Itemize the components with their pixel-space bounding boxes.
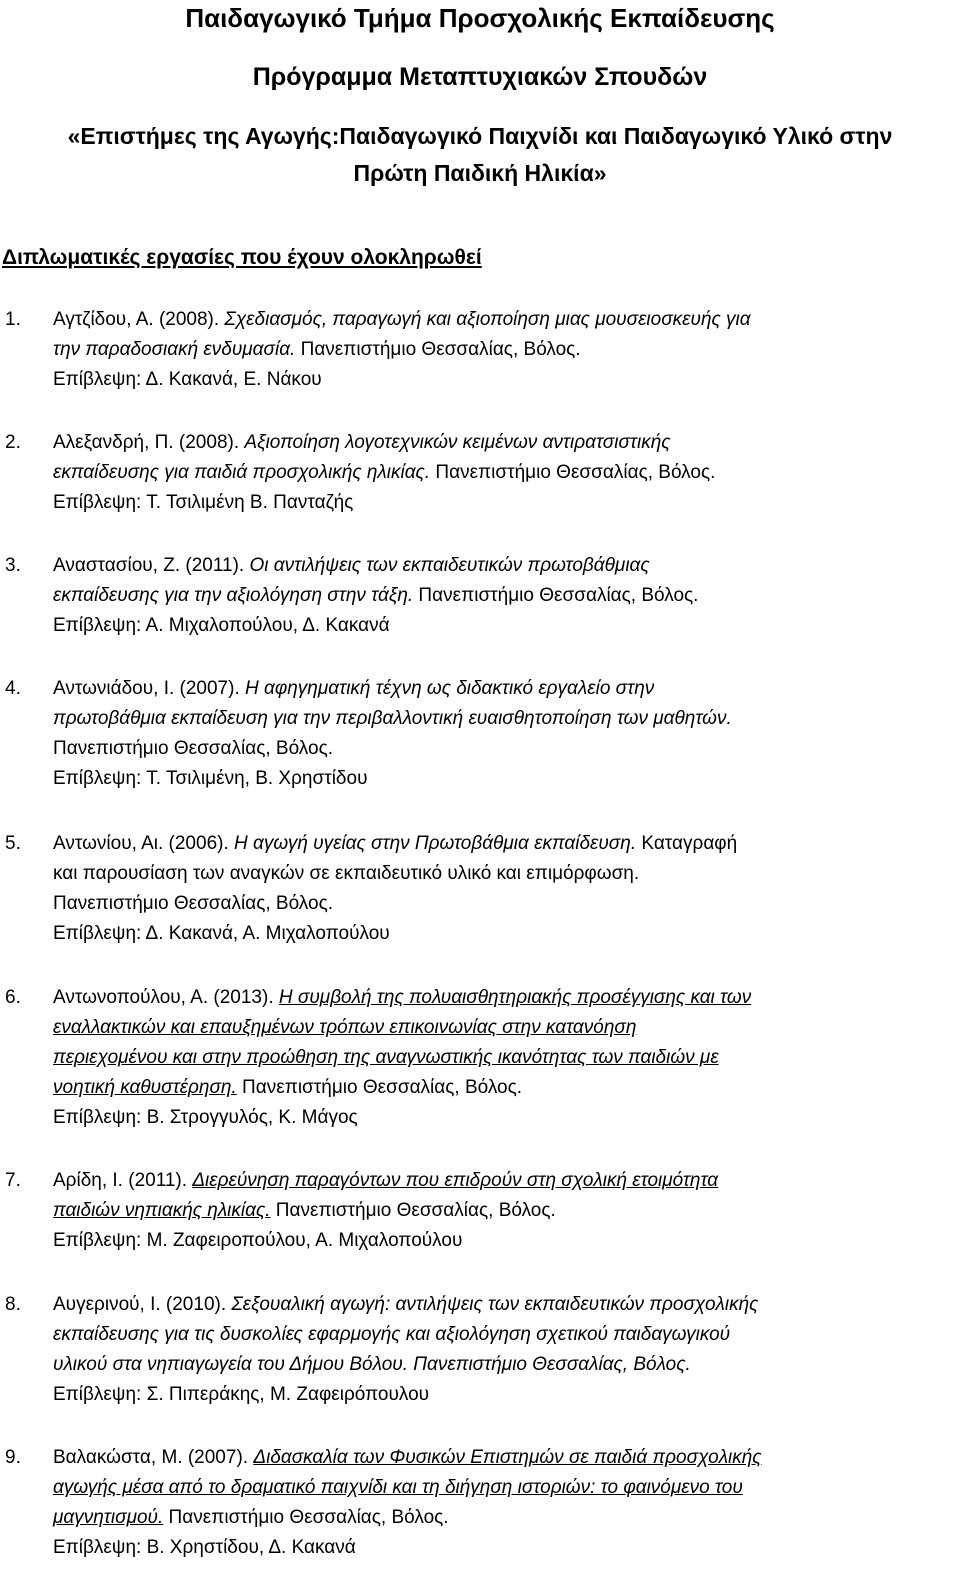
- thesis-body: [53, 829, 737, 949]
- thesis-supervision: Επίβλεψη: Δ. Κακανά, Ε. Νάκου: [53, 369, 322, 390]
- thesis-body: [53, 1290, 758, 1410]
- thesis-number: 1.: [5, 309, 21, 330]
- thesis-line: [53, 335, 751, 365]
- program-name-line-2: Πρώτη Παιδική Ηλικία»: [353, 160, 607, 186]
- thesis-supervision: Επίβλεψη: Μ. Ζαφειροπούλου, Α. Μιχαλοπούλου: [53, 1230, 463, 1251]
- thesis-title: μαγνητισμού.: [53, 1507, 164, 1528]
- thesis-title: αγωγής μέσα από το δραματικό παιχνίδι και τη διήγηση ιστοριών: το φαινόμενο του: [53, 1477, 743, 1498]
- thesis-author: Αντωνιάδου, Ι. (2007).: [53, 678, 246, 699]
- thesis-title: εναλλακτικών και επαυξημένων τρόπων επικοινωνίας στην κατανόηση: [53, 1017, 637, 1038]
- thesis-title: Διερεύνηση παραγόντων που επιδρούν στη σχολική ετοιμότητα: [192, 1170, 719, 1191]
- thesis-title: Η αφηγηματική τέχνη ως διδακτικό εργαλείο στην: [245, 678, 655, 699]
- thesis-author: Αυγερινού, Ι. (2010).: [53, 1294, 232, 1315]
- thesis-line: [53, 1073, 751, 1103]
- thesis-line: [53, 829, 737, 859]
- thesis-title: νοητική καθυστέρηση.: [53, 1077, 237, 1098]
- thesis-number: 7.: [5, 1170, 21, 1191]
- thesis-line: [53, 1196, 718, 1226]
- thesis-title: πρωτοβάθμια εκπαίδευση για την περιβαλλοντική ευαισθητοποίηση των μαθητών.: [53, 708, 732, 729]
- thesis-university: Πανεπιστήμιο Θεσσαλίας, Βόλος.: [295, 339, 581, 360]
- thesis-body: [53, 1443, 762, 1563]
- thesis-title: Διδασκαλία των Φυσικών Επιστημών σε παιδιά προσχολικής: [253, 1447, 762, 1468]
- thesis-line: [53, 458, 715, 488]
- thesis-number: 4.: [5, 678, 21, 699]
- thesis-university: Πανεπιστήμιο Θεσσαλίας, Βόλος.: [53, 893, 334, 914]
- thesis-university: Πανεπιστήμιο Θεσσαλίας, Βόλος.: [236, 1077, 523, 1098]
- thesis-author: Αντωνίου, Αι. (2006).: [53, 833, 235, 854]
- thesis-title-part: και παρουσίαση των αναγκών σε εκπαιδευτικό υλικό και επιμόρφωση.: [53, 863, 640, 884]
- thesis-line: [53, 674, 732, 704]
- thesis-title: την παραδοσιακή ενδυμασία.: [53, 339, 296, 360]
- thesis-number: 8.: [5, 1294, 21, 1315]
- thesis-body: [53, 674, 732, 794]
- thesis-body: [53, 1166, 718, 1256]
- thesis-title: Η αγωγή υγείας στην Πρωτοβάθμια εκπαίδευση.: [234, 833, 637, 854]
- thesis-title-part: Καταγραφή: [636, 833, 738, 854]
- thesis-body: [53, 983, 751, 1133]
- thesis-title: Η συμβολή της πολυαισθητηριακής προσέγγισης και των: [278, 987, 752, 1008]
- thesis-university: Πανεπιστήμιο Θεσσαλίας, Βόλος.: [163, 1507, 449, 1528]
- thesis-body: [53, 428, 715, 518]
- thesis-supervision: Επίβλεψη: Τ. Τσιλιμένη, Β. Χρηστίδου: [53, 768, 368, 789]
- thesis-title: εκπαίδευσης για τις δυσκολίες εφαρμογής και αξιολόγηση σχετικού παιδαγωγικού: [53, 1324, 731, 1345]
- thesis-supervision: Επίβλεψη: Β. Χρηστίδου, Δ. Κακανά: [53, 1537, 356, 1558]
- program-name-line-1: «Επιστήμες της Αγωγής:Παιδαγωγικό Παιχνίδι και Παιδαγωγικό Υλικό στην: [67, 123, 893, 149]
- thesis-body: [53, 305, 751, 395]
- thesis-title: Οι αντιλήψεις των εκπαιδευτικών πρωτοβάθμιας: [249, 555, 650, 576]
- thesis-title: Αξιοποίηση λογοτεχνικών κειμένων αντιρατσιστικής: [244, 432, 671, 453]
- thesis-line: [53, 983, 751, 1013]
- thesis-title: εκπαίδευσης για παιδιά προσχολικής ηλικίας.: [53, 462, 431, 483]
- thesis-supervision: Επίβλεψη: Σ. Πιπεράκης, Μ. Ζαφειρόπουλου: [53, 1384, 430, 1405]
- thesis-author: Αναστασίου, Ζ. (2011).: [53, 555, 250, 576]
- thesis-author: Αλεξανδρή, Π. (2008).: [53, 432, 245, 453]
- thesis-line: [53, 1166, 718, 1196]
- thesis-title: περιεχομένου και στην προώθηση της αναγνωστικής ικανότητας των παιδιών με: [53, 1047, 719, 1068]
- thesis-title: υλικού στα νηπιαγωγεία του Δήμου Βόλου. Πανεπιστήμιο Θεσσαλίας, Βόλος.: [53, 1354, 691, 1375]
- thesis-line: [53, 581, 698, 611]
- thesis-number: 2.: [5, 432, 21, 453]
- section-heading: Διπλωματικές εργασίες που έχουν ολοκληρωθεί: [2, 246, 482, 269]
- thesis-number: 3.: [5, 555, 21, 576]
- thesis-title: Σχεδιασμός, παραγωγή και αξιοποίηση μιας μουσειοσκευής για: [224, 309, 751, 330]
- thesis-author: Αντωνοπούλου, Α. (2013).: [53, 987, 279, 1008]
- thesis-line: [53, 1503, 762, 1533]
- thesis-supervision: Επίβλεψη: Τ. Τσιλιμένη Β. Πανταζής: [53, 492, 354, 513]
- thesis-line: [53, 305, 751, 335]
- thesis-line: [53, 1290, 758, 1320]
- thesis-supervision: Επίβλεψη: Α. Μιχαλοπούλου, Δ. Κακανά: [53, 615, 390, 636]
- thesis-author: Βαλακώστα, Μ. (2007).: [53, 1447, 254, 1468]
- thesis-line: [53, 428, 715, 458]
- thesis-line: [53, 551, 698, 581]
- thesis-title: εκπαίδευσης για την αξιολόγηση στην τάξη.: [53, 585, 414, 606]
- thesis-number: 9.: [5, 1447, 21, 1468]
- thesis-line: [53, 1443, 762, 1473]
- thesis-university: Πανεπιστήμιο Θεσσαλίας, Βόλος.: [430, 462, 716, 483]
- thesis-title: παιδιών νηπιακής ηλικίας.: [53, 1200, 271, 1221]
- thesis-title: Σεξουαλική αγωγή: αντιλήψεις των εκπαιδευτικών προσχολικής: [231, 1294, 759, 1315]
- thesis-university: Πανεπιστήμιο Θεσσαλίας, Βόλος.: [53, 738, 334, 759]
- thesis-supervision: Επίβλεψη: Β. Στρογγυλός, Κ. Μάγος: [53, 1107, 358, 1128]
- department-title: Παιδαγωγικό Τμήμα Προσχολικής Εκπαίδευσης: [185, 3, 775, 33]
- program-title: Πρόγραμμα Μεταπτυχιακών Σπουδών: [252, 63, 708, 91]
- thesis-supervision: Επίβλεψη: Δ. Κακανά, Α. Μιχαλοπούλου: [53, 923, 390, 944]
- thesis-university: Πανεπιστήμιο Θεσσαλίας, Βόλος.: [270, 1200, 556, 1221]
- thesis-author: Αγτζίδου, Α. (2008).: [53, 309, 225, 330]
- thesis-number: 6.: [5, 987, 21, 1008]
- thesis-author: Αρίδη, Ι. (2011).: [53, 1170, 193, 1191]
- thesis-number: 5.: [5, 833, 21, 854]
- thesis-body: [53, 551, 698, 641]
- thesis-university: Πανεπιστήμιο Θεσσαλίας, Βόλος.: [413, 585, 699, 606]
